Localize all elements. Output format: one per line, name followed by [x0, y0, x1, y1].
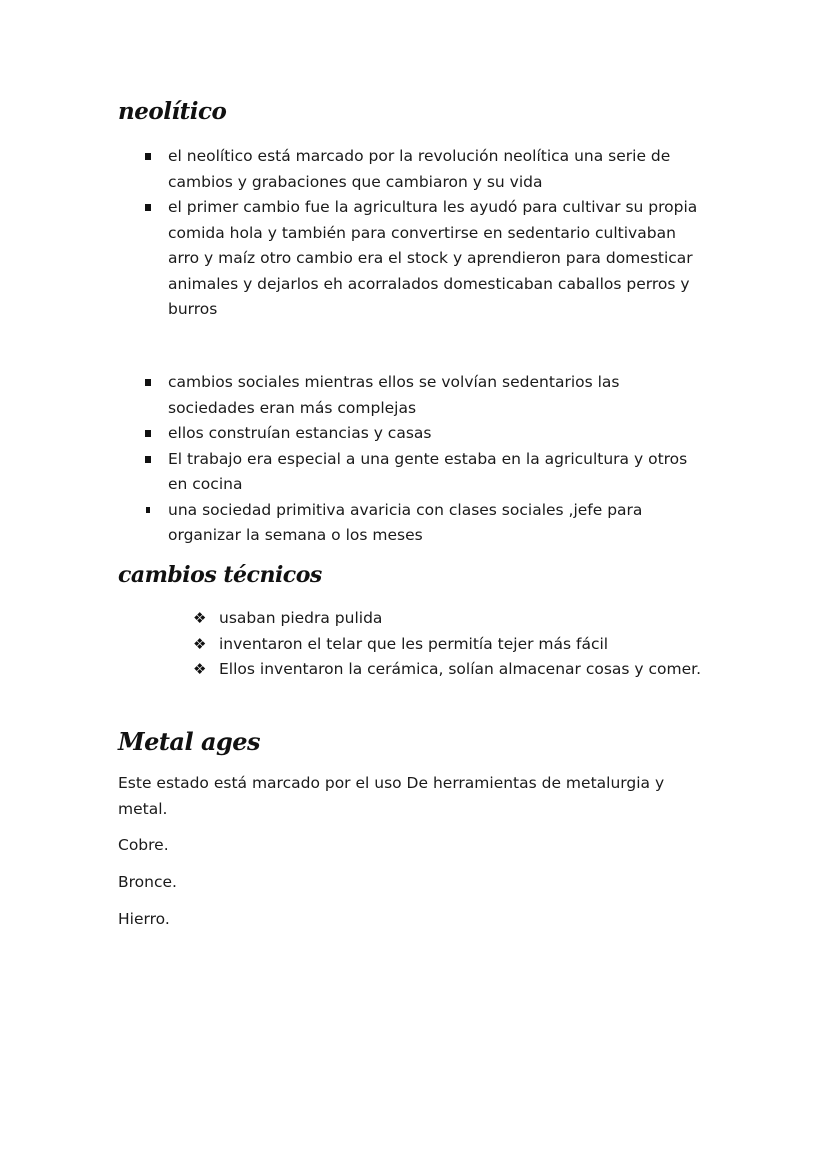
list-item [0, 144, 708, 195]
list-item-text: el neolítico está marcado por la revolución neolítica una serie de cambios y grabaciones que cambiaron y su vida [168, 147, 671, 191]
heading-neolitico: neolítico [118, 98, 227, 125]
list-item-text: ellos construían estancias y casas [168, 424, 432, 442]
diamond-bullet-icon: ❖ [193, 609, 207, 627]
list-item [0, 632, 701, 658]
cambios-tecnicos-list [0, 606, 701, 683]
list-item-text: cambios sociales mientras ellos se volvían sedentarios las sociedades eran más complejas [168, 373, 620, 417]
list-item-text: usaban piedra pulida [219, 609, 383, 627]
list-item-text: El trabajo era especial a una gente estaba en la agricultura y otros en cocina [168, 449, 688, 493]
list-item [0, 498, 708, 549]
list-item-text: una sociedad primitiva avaricia con clases sociales ,jefe para organizar la semana o los meses [168, 500, 643, 544]
heading-cambios-tecnicos: cambios técnicos [118, 562, 322, 588]
heading-metal-ages: Metal ages [118, 727, 261, 756]
neolitico-list-a [0, 144, 740, 323]
list-item [0, 657, 701, 683]
diamond-bullet-icon: ❖ [193, 634, 207, 653]
list-item-text: inventaron el telar que les permitía tejer más fácil [219, 634, 609, 653]
diamond-bullet-icon: ❖ [193, 660, 207, 678]
square-bullet-icon [145, 204, 151, 211]
square-bullet-icon [145, 456, 151, 463]
list-item [0, 195, 708, 323]
list-item-text: Ellos inventaron la cerámica, solían almacenar cosas y comer. [219, 660, 702, 678]
list-item [0, 370, 708, 421]
neolitico-list-b [0, 370, 740, 549]
square-bullet-icon [146, 507, 150, 513]
square-bullet-icon [145, 379, 151, 386]
square-bullet-icon [145, 430, 151, 437]
list-item [0, 447, 708, 498]
metal-ages-intro: Este estado está marcado por el uso De herramientas de metalurgia y metal. [118, 774, 665, 818]
metal-bronce: Bronce. [118, 873, 177, 891]
metal-cobre: Cobre. [118, 836, 169, 854]
metal-hierro: Hierro. [118, 910, 170, 928]
list-item [0, 606, 701, 632]
list-item [0, 421, 708, 447]
list-item-text: el primer cambio fue la agricultura les ayudó para cultivar su propia comida hola y también para convertirse en sedentario cultivaban arro y maíz otro cambio era el stock y aprendieron para domesticar animales y dejarlos eh acorralados domesticaban caballos perros y burros [168, 198, 698, 318]
square-bullet-icon [145, 153, 151, 160]
